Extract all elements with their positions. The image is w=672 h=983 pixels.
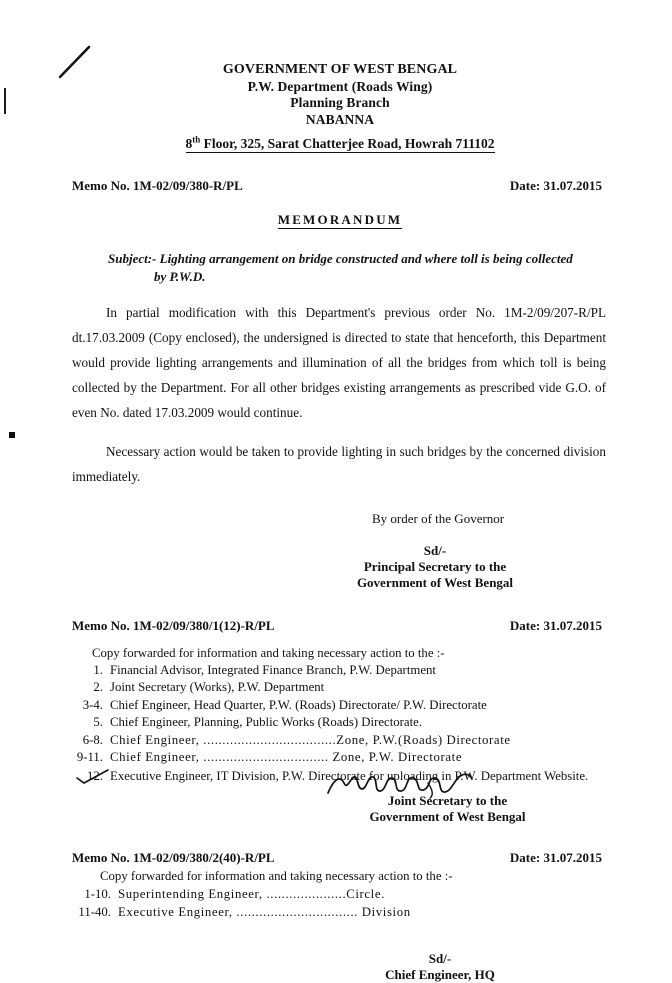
list-item <box>72 904 608 922</box>
list-item-label: Joint Secretary (Works), P.W. Department <box>110 680 325 694</box>
list-item-number: 3-4. <box>82 697 103 712</box>
scan-edge-mark <box>4 88 6 114</box>
signature-3-designation: Chief Engineer, HQ <box>385 967 495 982</box>
header-address <box>72 130 608 153</box>
signature-block-chief-engineer <box>72 951 608 983</box>
list-item-label: Chief Engineer, ...................................Zone, P.W.(Roads) Directorate <box>110 732 511 747</box>
memo-line-2 <box>72 618 608 634</box>
signature-3-sd: Sd/- <box>428 951 452 966</box>
memo-line-1 <box>72 178 608 194</box>
header-department: P.W. Department (Roads Wing) <box>247 78 433 94</box>
list-item-number: 11-40. <box>78 904 111 919</box>
handwritten-check-mark-icon <box>74 769 112 785</box>
list-item <box>72 697 608 715</box>
list-item-number: 2. <box>93 680 103 694</box>
list-item-number: 6-8. <box>82 732 103 747</box>
margin-dot-artifact <box>9 432 15 438</box>
subject-line-1: Subject:- Lighting arrangement on bridge constructed and where toll is being collected <box>108 250 573 266</box>
body-paragraph-1: In partial modification with this Department's previous order No. 1M-2/09/207-R/PL dt.17.03.2009 (Copy enclosed), the undersigned is directed to state that henceforth, this Department would provide lighting arrangements and illumination of all the bridges from which toll is being collected by the Department. For all other bridges existing arrangements as prescribed vide G.O. of even No. dated 17.03.2009 would continue. <box>72 304 606 420</box>
memo-1-date: Date: 31.07.2015 <box>509 177 602 193</box>
list-item <box>72 662 608 680</box>
list-item <box>72 714 608 732</box>
list-item <box>72 732 608 750</box>
list-item-label: Executive Engineer, ................................ Division <box>118 904 411 919</box>
header-branch: Planning Branch <box>290 95 390 110</box>
header-government: GOVERNMENT OF WEST BENGAL <box>222 62 458 77</box>
signature-block-joint-secretary <box>72 793 608 825</box>
address-rest: Floor, 325, Sarat Chatterjee Road, Howrah 711102 <box>200 135 495 151</box>
signature-1-designation: Principal Secretary to the <box>363 558 507 574</box>
address-floor-suffix: th <box>192 134 201 144</box>
list-item-label: Chief Engineer, ................................. Zone, P.W. Directorate <box>110 750 463 764</box>
signature-block-principal-secretary <box>72 543 608 591</box>
list-item-label: Chief Engineer, Head Quarter, P.W. (Roads) Directorate/ P.W. Directorate <box>110 697 487 712</box>
subject-line-2: by P.W.D. <box>154 268 206 284</box>
body-paragraph-2: Necessary action would be taken to provide lighting in such bridges by the concerned division immediately. <box>72 443 606 484</box>
subject-block <box>72 250 608 286</box>
list-item-number: 1. <box>93 662 103 677</box>
list-item-number: 1-10. <box>84 887 111 901</box>
memo-1-number: Memo No. 1M-02/09/380-R/PL <box>72 177 243 193</box>
list-item <box>72 749 608 767</box>
memo-2-forward-intro: Copy forwarded for information and taking necessary action to the :- <box>92 645 445 660</box>
memorandum-heading: MEMORANDUM <box>277 211 403 227</box>
list-item-number: 5. <box>93 715 103 729</box>
list-item-number: 9-11. <box>76 750 103 764</box>
memo-line-3 <box>72 850 608 866</box>
memo-3-number: Memo No. 1M-02/09/380/2(40)-R/PL <box>72 850 275 865</box>
memo-3-recipient-list <box>72 886 608 921</box>
list-item-label: Superintending Engineer, .....................Circle. <box>118 887 385 901</box>
signature-2-government: Government of West Bengal <box>369 809 526 824</box>
list-item-label: Chief Engineer, Planning, Public Works (Roads) Directorate. <box>110 715 423 729</box>
memo-2-date: Date: 31.07.2015 <box>509 617 602 633</box>
memo-2-recipient-list <box>72 662 608 786</box>
list-item-label: Executive Engineer, IT Division, P.W. Directorate for uploading in P.W. Department Website. <box>110 768 589 783</box>
list-item <box>72 886 608 904</box>
address-floor-number: 8 <box>185 135 193 151</box>
signature-2-designation: Joint Secretary to the <box>387 793 508 808</box>
list-item-label: Financial Advisor, Integrated Finance Branch, P.W. Department <box>110 662 436 677</box>
header-building: NABANNA <box>305 111 375 127</box>
by-order-of-the-governor: By order of the Governor <box>372 510 505 526</box>
list-item-number: 12. <box>87 768 103 783</box>
signature-1-sd: Sd/- <box>423 542 447 558</box>
list-item <box>72 679 608 697</box>
document-content <box>72 0 608 983</box>
memo-3-forward-intro: Copy forwarded for information and taking necessary action to the :- <box>100 869 453 883</box>
memo-2-number: Memo No. 1M-02/09/380/1(12)-R/PL <box>72 617 275 633</box>
memo-3-date: Date: 31.07.2015 <box>509 850 602 865</box>
signature-1-government: Government of West Bengal <box>356 574 514 590</box>
handwritten-signature-icon <box>324 769 474 799</box>
